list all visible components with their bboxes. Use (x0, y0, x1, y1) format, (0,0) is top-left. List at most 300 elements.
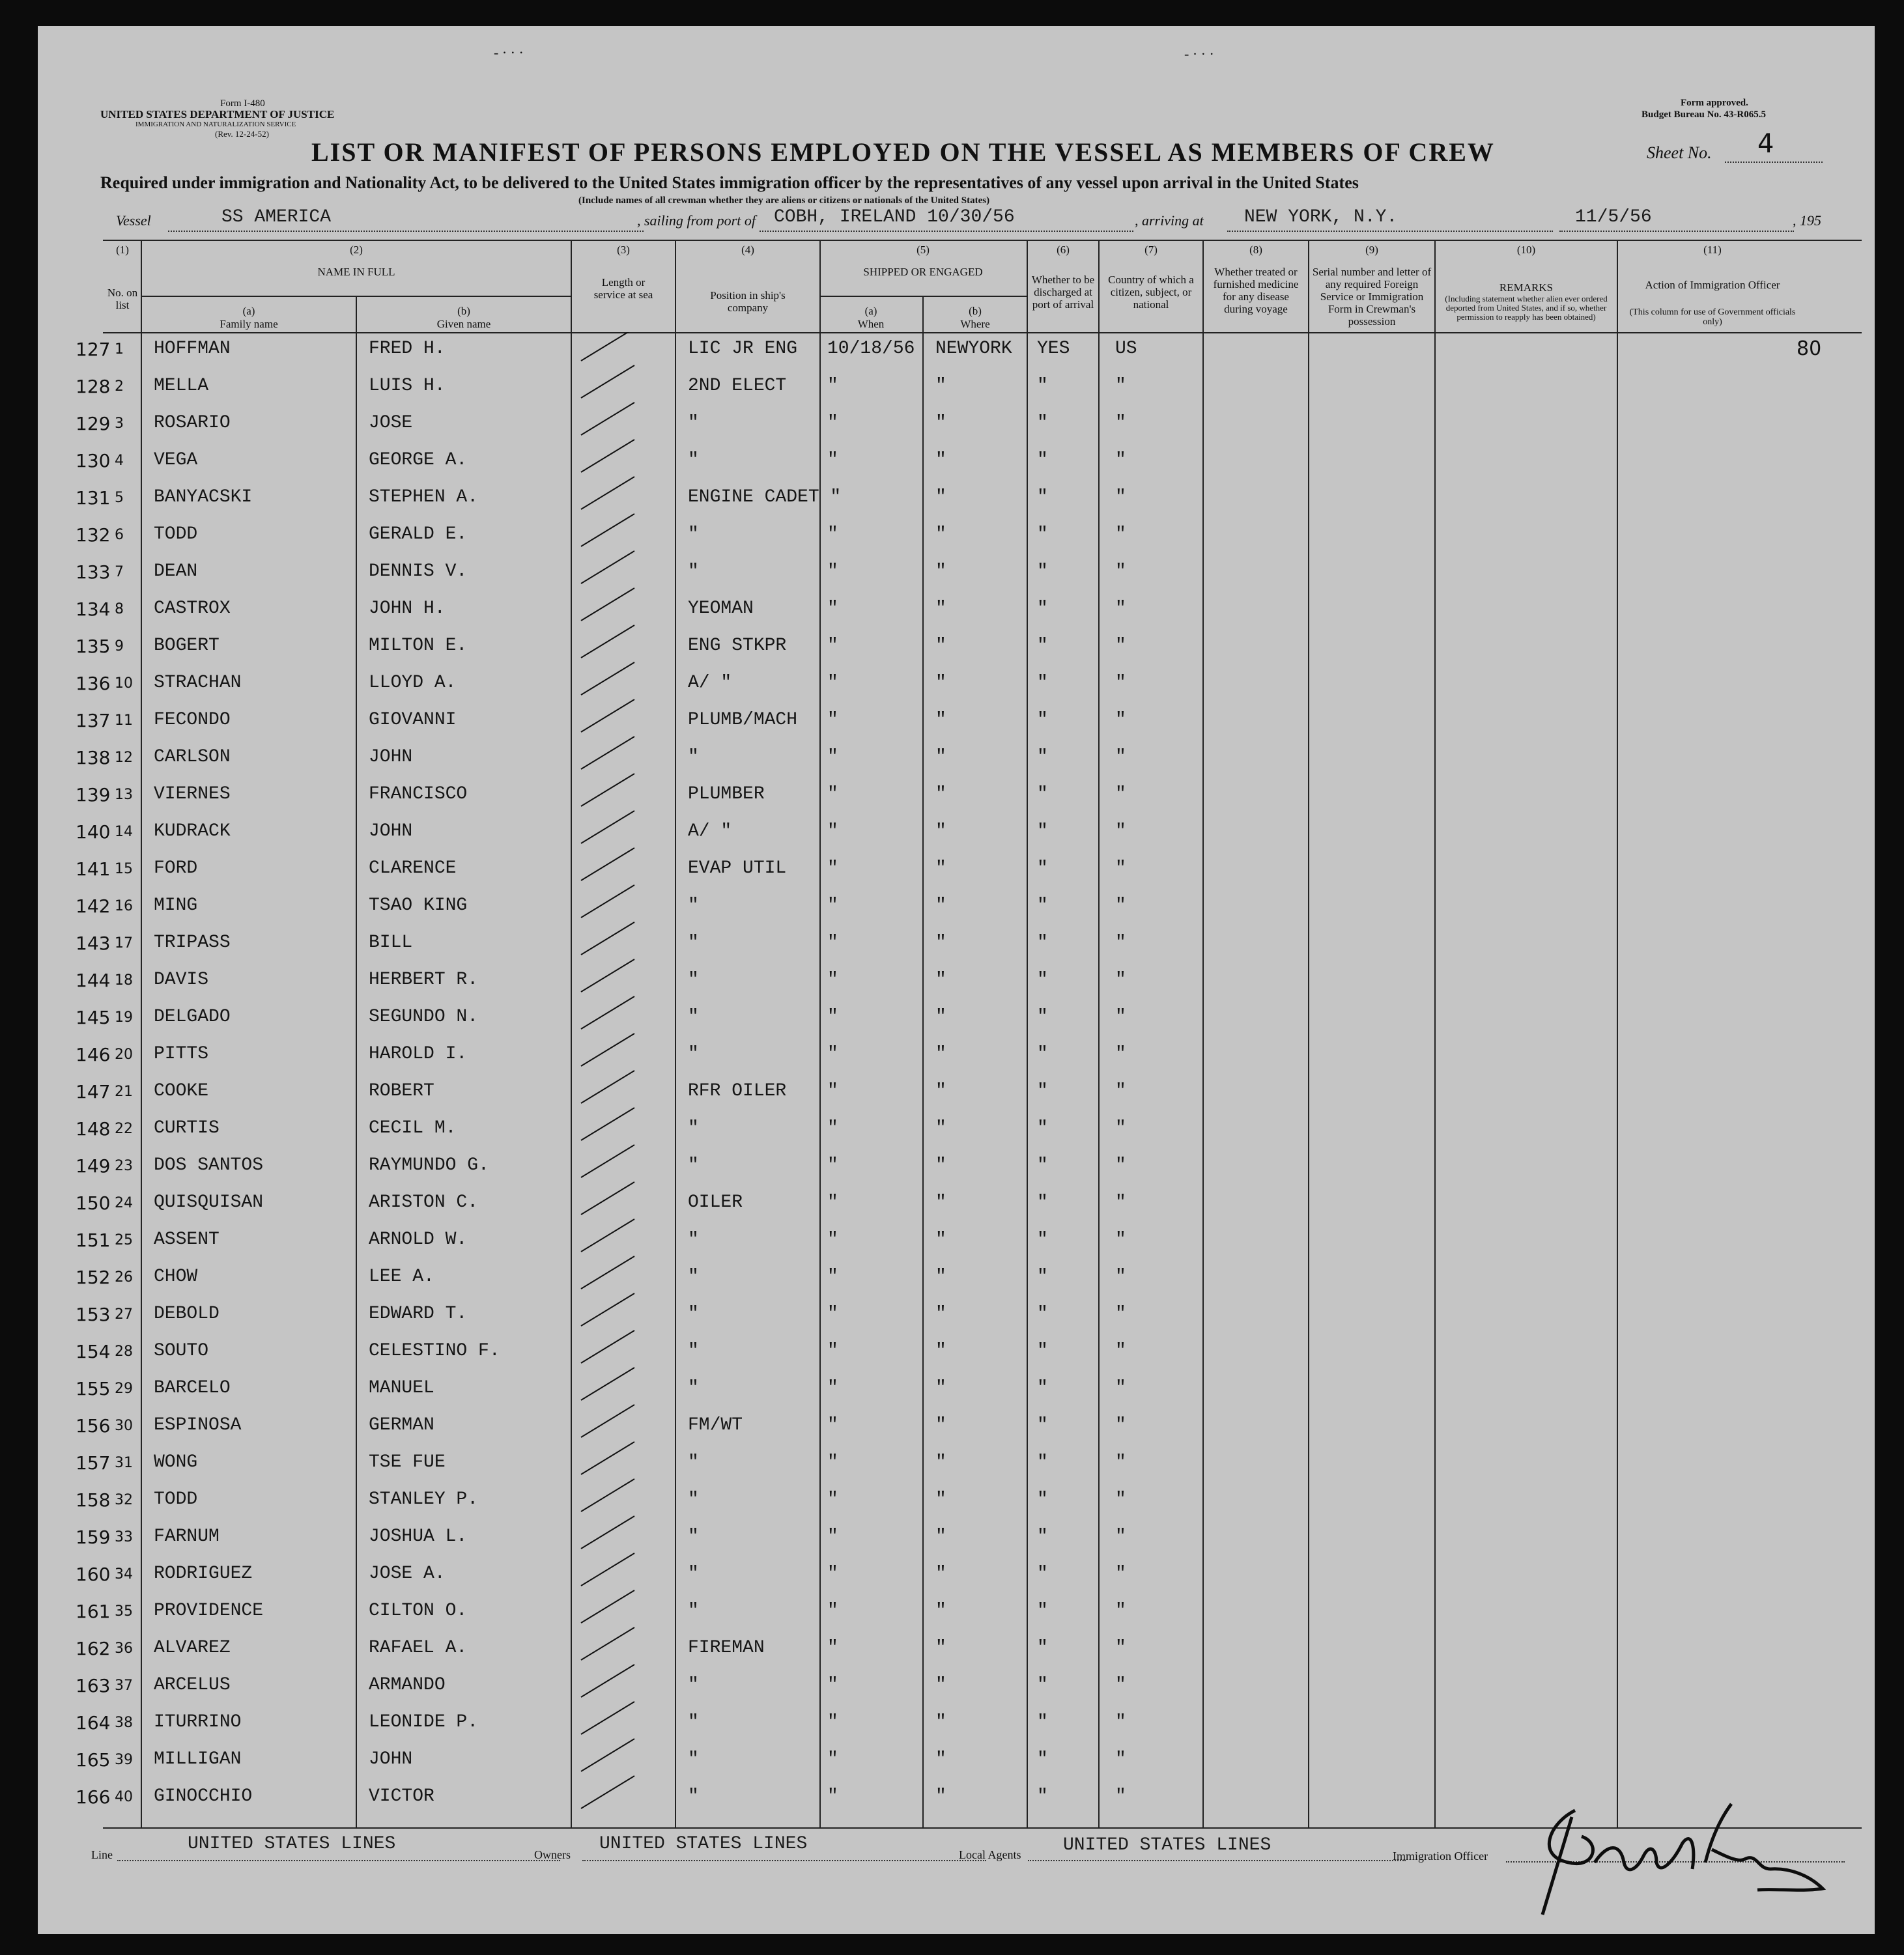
handwritten-number: 160 (76, 1564, 111, 1585)
where-cell: " (935, 933, 946, 953)
list-number: 3 (115, 415, 124, 432)
discharged-cell: " (1037, 858, 1048, 879)
position-cell: " (688, 1749, 699, 1769)
given-name-cell: GEORGE A. (369, 450, 468, 470)
where-cell: NEWYORK (935, 339, 1012, 359)
given-name-cell: JOSHUA L. (369, 1526, 468, 1547)
handwritten-number: 142 (76, 895, 111, 917)
country-cell: " (1115, 821, 1126, 841)
when-cell: " (827, 598, 838, 619)
family-name-cell: DEAN (154, 561, 198, 582)
country-cell: " (1115, 1675, 1126, 1695)
discharged-cell: " (1037, 1230, 1048, 1250)
family-name-cell: DAVIS (154, 970, 209, 990)
discharged-cell: " (1037, 1712, 1048, 1732)
discharged-cell: " (1037, 1378, 1048, 1398)
list-number: 4 (115, 453, 124, 469)
revision-date: (Rev. 12-24-52) (215, 129, 269, 139)
tick-mark (581, 1702, 634, 1734)
tick-mark (581, 737, 634, 769)
handwritten-number: 133 (76, 561, 111, 583)
col5a-letter: (a) (864, 305, 877, 317)
where-cell: " (935, 1378, 946, 1398)
where-cell: " (935, 1081, 946, 1101)
tick-mark (581, 922, 634, 955)
position-cell: " (688, 1452, 699, 1472)
list-number: 22 (115, 1121, 133, 1137)
vessel-label: Vessel (116, 212, 151, 229)
country-cell: " (1115, 747, 1126, 767)
when-cell: " (827, 1415, 838, 1435)
sheet-label: Sheet No. (1647, 143, 1712, 162)
department-name: UNITED STATES DEPARTMENT OF JUSTICE (100, 108, 335, 120)
country-cell: " (1115, 784, 1126, 804)
when-cell: " (827, 1378, 838, 1398)
where-cell: " (935, 1415, 946, 1435)
country-cell: " (1115, 970, 1126, 990)
position-cell: " (688, 1378, 699, 1398)
list-number: 15 (115, 861, 133, 877)
position-cell: PLUMB/MACH (688, 710, 798, 730)
family-name-cell: PROVIDENCE (154, 1601, 264, 1621)
col1-number: (1) (116, 244, 129, 256)
position-cell: " (688, 970, 699, 990)
list-number: 16 (115, 898, 133, 914)
given-name-cell: MILTON E. (369, 636, 468, 656)
tick-mark (581, 1516, 634, 1549)
position-cell: " (688, 1341, 699, 1361)
list-number: 34 (115, 1566, 133, 1582)
family-name-cell: BOGERT (154, 636, 220, 656)
handwritten-number: 141 (76, 858, 111, 880)
family-name-cell: MILLIGAN (154, 1749, 242, 1769)
family-name-cell: PITTS (154, 1044, 209, 1064)
discharged-cell: " (1037, 933, 1048, 953)
discharged-cell: " (1037, 1489, 1048, 1510)
position-cell: " (688, 1712, 699, 1732)
list-number: 18 (115, 972, 133, 989)
discharged-cell: " (1037, 1452, 1048, 1472)
tick-mark (581, 440, 634, 472)
handwritten-number: 155 (76, 1378, 111, 1399)
given-name-cell: VICTOR (369, 1786, 434, 1807)
where-cell: " (935, 524, 946, 544)
country-cell: " (1115, 1712, 1126, 1732)
list-number: 26 (115, 1269, 133, 1286)
col5-header: SHIPPED OR ENGAGED (863, 266, 983, 278)
departure-port: COBH, IRELAND 10/30/56 (774, 207, 1015, 227)
tick-mark (581, 1405, 634, 1437)
handwritten-number: 132 (76, 524, 111, 546)
country-cell: " (1115, 1081, 1126, 1101)
country-cell: " (1115, 1230, 1126, 1250)
family-name-cell: MELLA (154, 376, 209, 396)
country-cell: " (1115, 1267, 1126, 1287)
family-name-cell: FORD (154, 858, 198, 879)
where-cell: " (935, 1118, 946, 1138)
where-cell: " (935, 784, 946, 804)
country-cell: " (1115, 1415, 1126, 1435)
handwritten-number: 127 (76, 339, 111, 360)
where-cell: " (935, 747, 946, 767)
list-number: 14 (115, 824, 133, 840)
list-number: 23 (115, 1158, 133, 1174)
tick-mark (581, 1479, 634, 1512)
when-cell: " (827, 747, 838, 767)
when-cell: " (827, 1267, 838, 1287)
family-name-cell: ALVAREZ (154, 1638, 231, 1658)
where-cell: " (935, 1489, 946, 1510)
country-cell: " (1115, 1007, 1126, 1027)
discharged-cell: " (1037, 710, 1048, 730)
family-name-cell: COOKE (154, 1081, 209, 1101)
handwritten-number: 158 (76, 1489, 111, 1511)
required-statement: Required under immigration and Nationality Act, to be delivered to the United States immigration officer by the representatives of any vessel upon arrival in the United States (100, 173, 1359, 192)
given-name-cell: ROBERT (369, 1081, 434, 1101)
where-cell: " (935, 895, 946, 916)
given-name-cell: STEPHEN A. (369, 487, 479, 507)
where-cell: " (935, 413, 946, 433)
when-cell: " (827, 970, 838, 990)
where-cell: " (935, 1155, 946, 1175)
when-cell: " (827, 933, 838, 953)
family-name-cell: CARLSON (154, 747, 231, 767)
where-cell: " (935, 1007, 946, 1027)
sailing-label: , sailing from port of (637, 212, 756, 229)
discharged-cell: " (1037, 1304, 1048, 1324)
col1-header: No. on list (107, 287, 138, 311)
family-name-cell: DELGADO (154, 1007, 231, 1027)
when-cell: " (827, 1118, 838, 1138)
given-name-cell: FRANCISCO (369, 784, 468, 804)
position-cell: " (688, 1304, 699, 1324)
position-cell: " (688, 524, 699, 544)
col6-header: Whether to be discharged at port of arrival (1031, 274, 1095, 311)
given-name-cell: MANUEL (369, 1378, 434, 1398)
handwritten-number: 135 (76, 636, 111, 657)
tick-mark (581, 551, 634, 584)
handwritten-number: 144 (76, 970, 111, 991)
country-cell: " (1115, 1786, 1126, 1807)
owners-label: Owners (534, 1848, 571, 1861)
discharged-cell: " (1037, 487, 1048, 507)
handwritten-number: 128 (76, 376, 111, 397)
discharged-cell: " (1037, 1044, 1048, 1064)
when-cell: " (827, 1081, 838, 1101)
family-name-cell: RODRIGUEZ (154, 1564, 253, 1584)
list-number: 36 (115, 1640, 133, 1657)
family-name-cell: ARCELUS (154, 1675, 231, 1695)
tick-mark (581, 1553, 634, 1586)
handwritten-number: 139 (76, 784, 111, 806)
position-cell: " (688, 895, 699, 916)
col11-header: Action of Immigration Officer (1645, 279, 1780, 291)
tick-mark (581, 1071, 634, 1103)
position-cell: " (688, 1675, 699, 1695)
handwritten-number: 152 (76, 1267, 111, 1288)
where-cell: " (935, 450, 946, 470)
when-cell: " (827, 1044, 838, 1064)
where-cell: " (935, 1675, 946, 1695)
list-number: 2 (115, 378, 124, 395)
list-number: 38 (115, 1715, 133, 1731)
tick-mark (581, 1034, 634, 1066)
when-cell: " (827, 1712, 838, 1732)
position-cell: 2ND ELECT (688, 376, 787, 396)
country-cell: " (1115, 487, 1126, 507)
position-cell: " (688, 1267, 699, 1287)
handwritten-number: 130 (76, 450, 111, 471)
where-cell: " (935, 1230, 946, 1250)
manifest-title: LIST OR MANIFEST OF PERSONS EMPLOYED ON THE VESSEL AS MEMBERS OF CREW (311, 137, 1495, 167)
discharged-cell: " (1037, 1118, 1048, 1138)
given-name-cell: RAFAEL A. (369, 1638, 468, 1658)
given-name-cell: JOHN H. (369, 598, 446, 619)
family-name-cell: QUISQUISAN (154, 1192, 264, 1213)
tick-mark (581, 774, 634, 806)
when-cell: " (827, 1230, 838, 1250)
family-name-cell: CURTIS (154, 1118, 220, 1138)
discharged-cell: " (1037, 784, 1048, 804)
handwritten-number: 150 (76, 1192, 111, 1214)
when-cell: 10/18/56 (827, 339, 915, 359)
family-name-cell: ITURRINO (154, 1712, 242, 1732)
handwritten-number: 163 (76, 1675, 111, 1696)
when-cell: " (827, 1192, 838, 1213)
tick-mark (581, 514, 634, 546)
when-cell: " (827, 413, 838, 433)
country-cell: " (1115, 376, 1126, 396)
tick-mark (581, 588, 634, 621)
list-number: 29 (115, 1381, 133, 1397)
discharged-cell: " (1037, 413, 1048, 433)
position-cell: " (688, 1564, 699, 1584)
position-cell: PLUMBER (688, 784, 765, 804)
handwritten-number: 166 (76, 1786, 111, 1808)
where-cell: " (935, 1526, 946, 1547)
position-cell: " (688, 1601, 699, 1621)
form-number: Form I-480 (220, 98, 265, 109)
list-number: 21 (115, 1084, 133, 1100)
family-name-cell: HOFFMAN (154, 339, 231, 359)
handwritten-number: 134 (76, 598, 111, 620)
discharged-cell: " (1037, 1267, 1048, 1287)
given-name-cell: CILTON O. (369, 1601, 468, 1621)
country-cell: " (1115, 1526, 1126, 1547)
discharged-cell: " (1037, 524, 1048, 544)
given-name-cell: LEONIDE P. (369, 1712, 479, 1732)
where-cell: " (935, 1749, 946, 1769)
discharged-cell: " (1037, 1786, 1048, 1807)
handwritten-number: 162 (76, 1638, 111, 1659)
country-cell: " (1115, 1564, 1126, 1584)
country-cell: " (1115, 858, 1126, 879)
country-cell: " (1115, 561, 1126, 582)
position-cell: " (688, 933, 699, 953)
country-cell: " (1115, 1192, 1126, 1213)
position-cell: EVAP UTIL (688, 858, 787, 879)
country-cell: " (1115, 450, 1126, 470)
list-number: 24 (115, 1195, 133, 1211)
arrival-port: NEW YORK, N.Y. (1244, 207, 1398, 227)
discharged-cell: " (1037, 970, 1048, 990)
col2-header: NAME IN FULL (317, 266, 395, 278)
handwritten-number: 147 (76, 1081, 111, 1103)
handwritten-number: 151 (76, 1230, 111, 1251)
discharged-cell: " (1037, 1526, 1048, 1547)
country-cell: " (1115, 1155, 1126, 1175)
handwritten-number: 159 (76, 1526, 111, 1548)
given-name-cell: RAYMUNDO G. (369, 1155, 489, 1175)
col11-number: (11) (1703, 244, 1722, 256)
discharged-cell: " (1037, 1749, 1048, 1769)
when-cell: " (827, 1675, 838, 1695)
list-number: 30 (115, 1418, 133, 1434)
family-name-cell: TODD (154, 524, 198, 544)
where-cell: " (935, 1341, 946, 1361)
given-name-cell: CECIL M. (369, 1118, 457, 1138)
where-cell: " (935, 970, 946, 990)
tick-mark (581, 332, 634, 361)
col4-header: Position in ship's company (710, 289, 786, 314)
where-cell: " (935, 487, 946, 507)
agents-value: UNITED STATES LINES (1063, 1835, 1272, 1855)
discharged-cell: " (1037, 376, 1048, 396)
tick-mark (581, 885, 634, 918)
family-name-cell: ROSARIO (154, 413, 231, 433)
position-cell: A/ " (688, 673, 732, 693)
when-cell: " (827, 821, 838, 841)
officer-note: 80 (1797, 337, 1822, 360)
country-cell: " (1115, 524, 1126, 544)
list-number: 27 (115, 1306, 133, 1323)
col2-number: (2) (350, 244, 363, 256)
when-cell: " (827, 636, 838, 656)
handwritten-number: 138 (76, 747, 111, 768)
country-cell: " (1115, 1601, 1126, 1621)
tick-mark (581, 959, 634, 992)
col10-note: (Including statement whether alien ever ordered deported from United States, and if so, whether permission to reapply has been obtained) (1445, 294, 1608, 322)
country-cell: " (1115, 1378, 1126, 1398)
tick-mark (581, 625, 634, 658)
given-name-cell: CLARENCE (369, 858, 457, 879)
col6-number: (6) (1057, 244, 1070, 256)
list-number: 8 (115, 601, 124, 617)
tick-mark (581, 848, 634, 880)
given-name-cell: ARNOLD W. (369, 1230, 468, 1250)
handwritten-number: 154 (76, 1341, 111, 1362)
position-cell: RFR OILER (688, 1081, 787, 1101)
when-cell: " (827, 1489, 838, 1510)
list-number: 17 (115, 935, 133, 951)
when-cell: " (827, 1452, 838, 1472)
when-cell: " (827, 710, 838, 730)
col5a-header: When (857, 318, 885, 330)
when-cell: " (827, 376, 838, 396)
discharged-cell: " (1037, 821, 1048, 841)
col9-header: Serial number and letter of any required Foreign Service or Immigration Form in Crewman's possession (1312, 266, 1432, 328)
list-number: 25 (115, 1232, 133, 1248)
country-cell: US (1115, 339, 1137, 359)
position-cell: ENGINE CADET " (688, 487, 842, 507)
vessel-name: SS AMERICA (221, 207, 332, 227)
col8-header: Whether treated or furnished medicine for any disease during voyage (1213, 266, 1299, 315)
line-value: UNITED STATES LINES (188, 1834, 396, 1854)
discharged-cell: " (1037, 1415, 1048, 1435)
handwritten-number: 156 (76, 1415, 111, 1437)
col10-number: (10) (1516, 244, 1536, 256)
handwritten-number: 145 (76, 1007, 111, 1028)
position-cell: LIC JR ENG (688, 339, 798, 359)
position-cell: FM/WT (688, 1415, 743, 1435)
given-name-cell: EDWARD T. (369, 1304, 468, 1324)
country-cell: " (1115, 636, 1126, 656)
list-number: 5 (115, 490, 124, 506)
family-name-cell: DEBOLD (154, 1304, 220, 1324)
where-cell: " (935, 710, 946, 730)
list-number: 1 (115, 341, 124, 358)
discharged-cell: " (1037, 1081, 1048, 1101)
tick-mark (581, 1330, 634, 1363)
where-cell: " (935, 858, 946, 879)
when-cell: " (827, 450, 838, 470)
given-name-cell: HERBERT R. (369, 970, 479, 990)
discharged-cell: " (1037, 1341, 1048, 1361)
country-cell: " (1115, 1118, 1126, 1138)
tick-mark (581, 1627, 634, 1660)
tick-mark (581, 1776, 634, 1808)
col9-number: (9) (1365, 244, 1378, 256)
given-name-cell: TSAO KING (369, 895, 468, 916)
list-number: 9 (115, 638, 124, 654)
country-cell: " (1115, 1749, 1126, 1769)
country-cell: " (1115, 413, 1126, 433)
col8-number: (8) (1249, 244, 1262, 256)
col3-header: Length or service at sea (593, 276, 653, 301)
position-cell: ENG STKPR (688, 636, 787, 656)
tick-mark (581, 1590, 634, 1623)
discharged-cell: " (1037, 1601, 1048, 1621)
position-cell: " (688, 450, 699, 470)
discharged-cell: " (1037, 1564, 1048, 1584)
where-cell: " (935, 1304, 946, 1324)
position-cell: " (688, 1007, 699, 1027)
list-number: 20 (115, 1047, 133, 1063)
col2b-header: Given name (436, 318, 491, 330)
family-name-cell: FARNUM (154, 1526, 220, 1547)
budget-bureau-number: Budget Bureau No. 43-R065.5 (1641, 109, 1766, 120)
where-cell: " (935, 561, 946, 582)
when-cell: " (827, 524, 838, 544)
year-label: , 195 (1793, 212, 1821, 229)
col10-header: REMARKS (1499, 281, 1554, 294)
when-cell: " (827, 1526, 838, 1547)
given-name-cell: SEGUNDO N. (369, 1007, 479, 1027)
position-cell: " (688, 1044, 699, 1064)
where-cell: " (935, 1601, 946, 1621)
length-of-service-ticks (572, 332, 675, 1827)
where-cell: " (935, 376, 946, 396)
when-cell: " (827, 673, 838, 693)
where-cell: " (935, 598, 946, 619)
manifest-page: Form I-480 UNITED STATES DEPARTMENT OF JUSTICE IMMIGRATION AND NATURALIZATION SERVICE (Rev. 12-24-52) Form approved. Budget Bureau No. 43-R065.5 LIST OR MANIFEST OF PERSONS EMPLOYED ON THE VESSEL AS MEMBERS OF CREW Sheet No. 4 Required under immigration and Nationality Act, to be delivered to the United States immigration officer by the representatives of any vessel upon arrival in the United States (Include names of all crewman whether they are aliens or citizens or nationals of the United States) Vessel SS AMERICA , sailing from port of COBH, IRELAND 10/30/56 , arriving at NEW YORK, N.Y. 11/5/56 , 195 (1) No. on list (2) NAME IN FULL (a) Family name (b) Given name (3) Length or service at sea (4) Position in ship's company (5) SHIPPED OR ENGAGED (a) When (b) Where (6) Whether to be discharged at port of arrival (7) Country of which a citizen, subject, or national (8) Whether treated or furnished medicine for any disease during voyage (9) Serial number and letter of any required Foreign Service or Immigration Form in Crewman's possession (10) REMARKS (Including statement whether alien ever ordered deported from United States, and if so, whether permission to reapply has been obtained) (11) Action of Immigration Officer (This column for use of Government officials only) 127 1 HOFFMAN FRED H. LIC JR ENG 10/18/56 NEWYORK YES US 128 2 MELLA LUIS H. 2ND ELECT " " " " 129 3 ROSARIO JOSE " " " " " 130 4 VEGA GEORGE A. " " " " " 131 5 BANYACSKI STEPHEN A. ENGINE CADET " " " " 132 6 TODD GERALD E. " " " " " 133 7 DEAN DENNIS V. " " " " " 134 8 CASTROX JOHN H. YEOMAN " " " " 135 9 BOGERT MILTON E. ENG STKPR " " " " 136 10 STRACHAN LLOYD A. A/ " " " " " 137 11 FECONDO GIOVANNI PLUMB/MACH " " " " 138 12 CARLSON JOHN " " " " " 139 13 VIERNES FRANCISCO PLUMBER " " " " 140 14 KUDRACK JOHN A/ " " " " " 141 15 FORD CLARENCE EVAP UTIL " " " " 142 16 MING TSAO KING " " " " " 143 17 TRIPASS BILL " " " " " 144 18 DAVIS HERBERT R. " " " " " 145 19 DELGADO SEGUNDO N. " " " " " 146 20 PITTS HAROLD I. " " " " " 147 21 COOKE ROBERT RFR OILER " " " " 148 22 CURTIS CECIL M. " " " " " 149 23 DOS SANTOS RAYMUNDO G. " " " " " 150 24 QUISQUISAN ARISTON C. OILER " " " " 151 25 ASSENT ARNOLD W. " " " " " 152 26 CHOW LEE A. " " " " " 153 27 DEBOLD EDWARD T. " " " " " 154 28 SOUTO CELESTINO F. " " " " " 155 29 BARCELO MANUEL " " " " " 156 30 ESPINOSA GERMAN FM/WT " " " " 157 31 WONG TSE FUE " " " " " 158 32 TODD STANLEY P. " " " " " 159 33 FARNUM JOSHUA L. " " " " " 160 34 RODRIGUEZ JOSE A. " " " " " 161 35 PROVIDENCE CILTON O. " " " " " 162 36 ALVAREZ RAFAEL A. FIREMAN " " " " 163 37 ARCELUS ARMANDO " " " " " 164 38 ITURRINO LEONIDE P. " " " " " 165 39 MILLIGAN JOHN " " " " " 166 40 GINOCCHIO VICTOR " " " " " 80 Line UNITED STATES LINES Owners UNITED STATES LINES Local Agents UNITED STATES LINES Immigration Officer - · · · - · · · (38, 26, 1875, 1934)
tick-mark (581, 402, 634, 435)
family-name-cell: SOUTO (154, 1341, 209, 1361)
given-name-cell: JOHN (369, 821, 413, 841)
family-name-cell: ESPINOSA (154, 1415, 242, 1435)
discharged-cell: " (1037, 561, 1048, 582)
given-name-cell: JOSE (369, 413, 413, 433)
